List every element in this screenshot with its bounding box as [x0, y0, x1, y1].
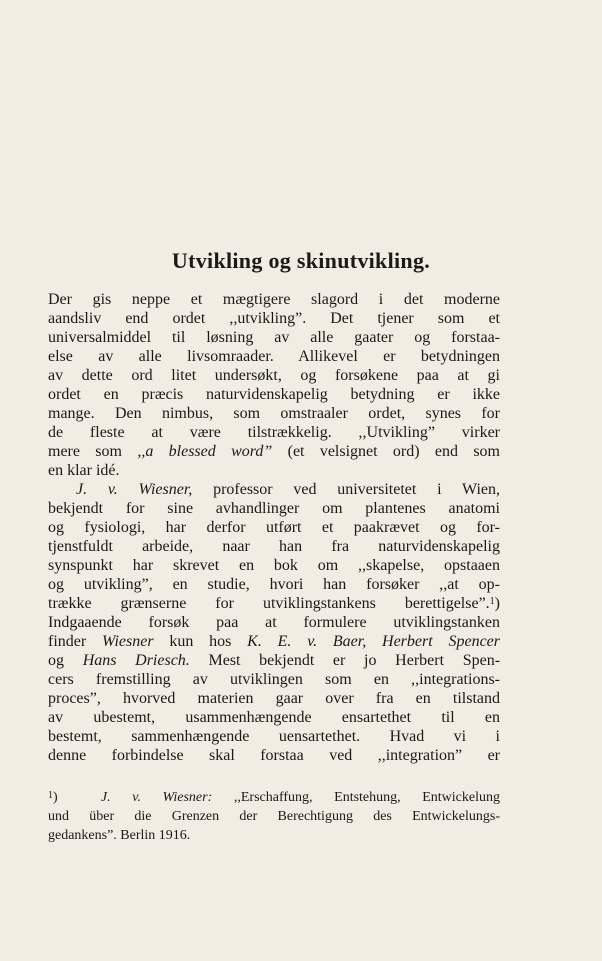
- author-names: K. E. v. Baer, Herbert Spencer: [247, 633, 500, 650]
- footnote-line: und über die Grenzen der Berechtigung des Entwickelungs-: [48, 809, 500, 824]
- text-line: cers fremstilling av utviklingen som en ,,integrations-: [48, 671, 500, 688]
- text-line: og fysiologi, har derfor utført et paakrævet og for-: [48, 519, 500, 536]
- text-line: Indgaaende forsøk paa at formulere utviklingstanken: [48, 614, 500, 631]
- text-line: finder Wiesner kun hos K. E. v. Baer, Herbert Spencer: [48, 633, 500, 650]
- text-line: synspunkt har skrevet en bok om ,,skapelse, opstaaen: [48, 557, 500, 574]
- text-line: denne forbindelse skal forstaa ved ,,integration” er: [48, 747, 500, 764]
- text-line: ordet en præcis naturvidenskapelig betydning er ikke: [48, 386, 500, 403]
- text-line: trække grænserne for utviklingstankens berettigelse”.$^1$): [48, 595, 500, 612]
- text-line: og Hans Driesch. Mest bekjendt er jo Herbert Spen-: [48, 652, 500, 669]
- text-line: de fleste at være tilstrækkelig. ,,Utvikling” virker: [48, 424, 500, 441]
- text-line: Der gis neppe et mægtigere slagord i det moderne: [48, 291, 500, 308]
- text-line: bestemt, sammenhængende uensartethet. Hvad vi i: [48, 728, 500, 745]
- chapter-title: Utvikling og skinutvikling.: [171, 248, 431, 273]
- footnote: [48, 790, 500, 847]
- italic-quote: ,,a blessed word”: [137, 443, 273, 460]
- footnote-line: $^1$) J. v. Wiesner: ,,Erschaffung, Entstehung, Entwickelung: [48, 790, 500, 805]
- text-line: proces”, hvorved materien gaar over fra en tilstand: [48, 690, 500, 707]
- text-line: aandsliv end ordet ,,utvikling”. Det tjener som et: [48, 310, 500, 327]
- text-line: av ubestemt, usammenhængende ensartethet til en: [48, 709, 500, 726]
- author-name: Hans Driesch.: [82, 652, 190, 669]
- footnote-marker: 1: [48, 790, 53, 801]
- text-line: else av alle livsomraader. Allikevel er betydningen: [48, 348, 500, 365]
- footnote-author: J. v. Wiesner:: [100, 790, 213, 805]
- text-line: mange. Den nimbus, som omstraaler ordet, synes for: [48, 405, 500, 422]
- text-line: og utvikling”, en studie, hvori han forsøker ,,at op-: [48, 576, 500, 593]
- text-line: J. v. Wiesner, professor ved universitetet i Wien,: [76, 481, 500, 498]
- author-name: J. v. Wiesner,: [76, 481, 193, 498]
- author-name: Wiesner: [102, 633, 154, 650]
- text-line: mere som ,,a blessed word” (et velsignet ord) end som: [48, 443, 500, 460]
- text-line: bekjendt for sine avhandlinger om plantenes anatomi: [48, 500, 500, 517]
- body-text: [48, 290, 500, 765]
- text-line: en klar idé.: [48, 462, 120, 479]
- footnote-ref: 1: [489, 596, 495, 607]
- footnote-line: gedankens”. Berlin 1916.: [48, 828, 191, 843]
- text-line: universalmiddel til løsning av alle gaater og forstaa-: [48, 329, 500, 346]
- text-line: tjenstfuldt arbeide, naar han fra naturvidenskapelig: [48, 538, 500, 555]
- text-line: av dette ord litet undersøkt, og forsøkene paa at gi: [48, 367, 500, 384]
